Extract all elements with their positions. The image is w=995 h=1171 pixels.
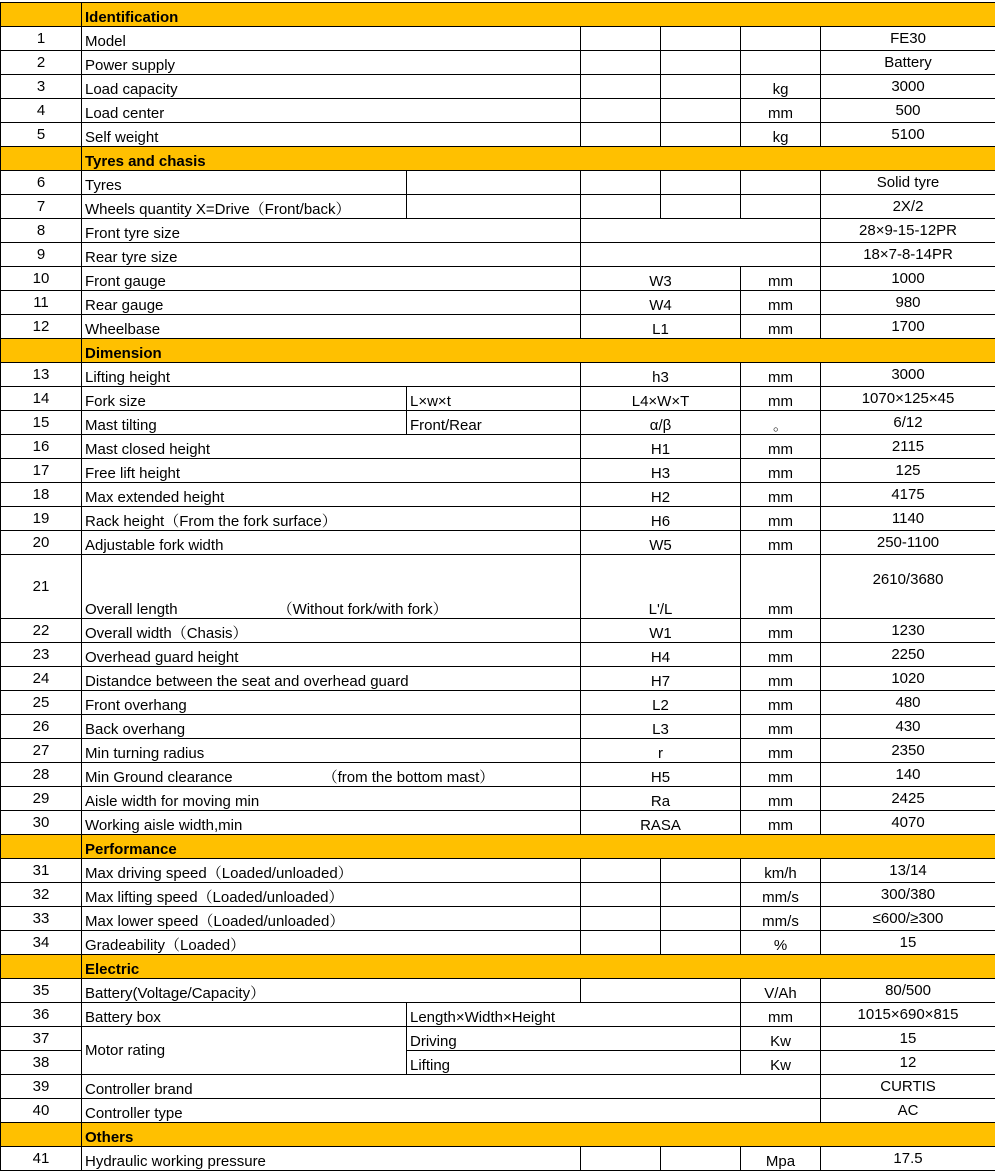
parameter-symbol: r — [581, 739, 741, 763]
table-row — [1, 315, 995, 339]
table-row — [1, 243, 995, 267]
parameter-value: 15 — [821, 931, 995, 955]
parameter-label: Min Ground clearance — [85, 769, 233, 786]
row-number: 37 — [1, 1027, 82, 1051]
table-row — [1, 1003, 995, 1027]
parameter-unit: mm — [741, 99, 821, 123]
table-row — [1, 787, 995, 811]
parameter-label: Controller brand — [82, 1075, 821, 1099]
row-number: 1 — [1, 27, 82, 51]
parameter-label: Rear tyre size — [82, 243, 581, 267]
parameter-value: 1070×125×45 — [821, 387, 995, 411]
parameter-value: 2250 — [821, 643, 995, 667]
section-performance — [1, 835, 995, 859]
parameter-label: Fork size — [82, 387, 407, 411]
table-row — [1, 531, 995, 555]
parameter-sub: Lifting — [407, 1051, 741, 1075]
parameter-value: Battery — [821, 51, 995, 75]
parameter-value: 1700 — [821, 315, 995, 339]
parameter-sub: Length×Width×Height — [407, 1003, 741, 1027]
parameter-unit: Kw — [741, 1027, 821, 1051]
parameter-symbol: L2 — [581, 691, 741, 715]
parameter-symbol: L3 — [581, 715, 741, 739]
table-row — [1, 507, 995, 531]
parameter-unit: % — [741, 931, 821, 955]
parameter-label: Power supply — [82, 51, 581, 75]
parameter-value: 2115 — [821, 435, 995, 459]
row-number: 19 — [1, 507, 82, 531]
parameter-sub: Driving — [407, 1027, 741, 1051]
parameter-symbol: W1 — [581, 619, 741, 643]
parameter-value: 430 — [821, 715, 995, 739]
parameter-label: Max lower speed（Loaded/unloaded） — [82, 907, 581, 931]
parameter-value: CURTIS — [821, 1075, 995, 1099]
table-row — [1, 123, 995, 147]
parameter-label: Adjustable fork width — [82, 531, 581, 555]
row-number: 32 — [1, 883, 82, 907]
section-dimension — [1, 339, 995, 363]
parameter-unit: mm — [741, 739, 821, 763]
row-number: 24 — [1, 667, 82, 691]
table-row — [1, 931, 995, 955]
parameter-symbol: H1 — [581, 435, 741, 459]
parameter-label: Controller type — [82, 1099, 821, 1123]
parameter-label: Load capacity — [82, 75, 581, 99]
parameter-label: Battery box — [82, 1003, 407, 1027]
parameter-label: Free lift height — [82, 459, 581, 483]
table-row — [1, 1027, 995, 1051]
parameter-label: Mast tilting — [82, 411, 407, 435]
parameter-value: 6/12 — [821, 411, 995, 435]
section-others — [1, 1123, 995, 1147]
parameter-value: Solid tyre — [821, 171, 995, 195]
parameter-label: Distandce between the seat and overhead guard — [82, 667, 581, 691]
parameter-label: Front overhang — [82, 691, 581, 715]
table-row — [1, 1075, 995, 1099]
parameter-label: Wheels quantity X=Drive（Front/back） — [82, 195, 407, 219]
table-row — [1, 555, 995, 619]
table-row — [1, 883, 995, 907]
table-row — [1, 979, 995, 1003]
section-title: Tyres and chasis — [82, 147, 995, 171]
row-number: 25 — [1, 691, 82, 715]
row-number: 28 — [1, 763, 82, 787]
parameter-unit: mm — [741, 291, 821, 315]
parameter-value: 12 — [821, 1051, 995, 1075]
table-row — [1, 859, 995, 883]
parameter-label: Battery(Voltage/Capacity） — [82, 979, 581, 1003]
row-number: 14 — [1, 387, 82, 411]
row-number: 27 — [1, 739, 82, 763]
table-row — [1, 387, 995, 411]
parameter-value: ≤600/≥300 — [821, 907, 995, 931]
table-row — [1, 195, 995, 219]
parameter-value: 28×9-15-12PR — [821, 219, 995, 243]
parameter-symbol: α/β — [581, 411, 741, 435]
parameter-unit: km/h — [741, 859, 821, 883]
row-number: 5 — [1, 123, 82, 147]
section-electric — [1, 955, 995, 979]
parameter-value: 1015×690×815 — [821, 1003, 995, 1027]
parameter-unit: mm — [741, 387, 821, 411]
table-row — [1, 51, 995, 75]
parameter-label: Rack height（From the fork surface） — [82, 507, 581, 531]
parameter-label: Overall length — [85, 601, 178, 618]
parameter-unit: mm — [741, 483, 821, 507]
parameter-value: 1020 — [821, 667, 995, 691]
parameter-label: Front tyre size — [82, 219, 581, 243]
section-tyres-chasis — [1, 147, 995, 171]
parameter-value: 140 — [821, 763, 995, 787]
row-number: 7 — [1, 195, 82, 219]
parameter-value: 1230 — [821, 619, 995, 643]
parameter-symbol: W3 — [581, 267, 741, 291]
parameter-unit: mm — [741, 715, 821, 739]
parameter-label: Gradeability（Loaded） — [82, 931, 581, 955]
parameter-unit: kg — [741, 123, 821, 147]
parameter-unit: mm — [741, 507, 821, 531]
parameter-unit: mm/s — [741, 907, 821, 931]
parameter-unit: V/Ah — [741, 979, 821, 1003]
parameter-value: 15 — [821, 1027, 995, 1051]
parameter-symbol: H6 — [581, 507, 741, 531]
parameter-label: Mast closed height — [82, 435, 581, 459]
table-row — [1, 1099, 995, 1123]
parameter-value: 4175 — [821, 483, 995, 507]
table-row — [1, 435, 995, 459]
parameter-label: Front gauge — [82, 267, 581, 291]
parameter-symbol: L4×W×T — [581, 387, 741, 411]
parameter-unit: mm — [741, 459, 821, 483]
parameter-value: 2350 — [821, 739, 995, 763]
parameter-unit: mm — [741, 691, 821, 715]
parameter-sub: L×w×t — [407, 387, 581, 411]
row-number: 38 — [1, 1051, 82, 1075]
row-number: 26 — [1, 715, 82, 739]
table-row — [1, 459, 995, 483]
parameter-label: Tyres — [82, 171, 407, 195]
row-number: 31 — [1, 859, 82, 883]
table-row — [1, 411, 995, 435]
row-number: 30 — [1, 811, 82, 835]
parameter-unit: mm — [741, 811, 821, 835]
table-row — [1, 99, 995, 123]
parameter-label: Overall width（Chasis） — [82, 619, 581, 643]
parameter-label: Wheelbase — [82, 315, 581, 339]
row-number: 21 — [1, 555, 82, 619]
row-number: 40 — [1, 1099, 82, 1123]
table-row — [1, 267, 995, 291]
parameter-value: 500 — [821, 99, 995, 123]
table-row — [1, 171, 995, 195]
table-row — [1, 739, 995, 763]
table-row — [1, 667, 995, 691]
parameter-symbol: RASA — [581, 811, 741, 835]
row-number: 18 — [1, 483, 82, 507]
parameter-unit: kg — [741, 75, 821, 99]
row-number: 22 — [1, 619, 82, 643]
parameter-value: FE30 — [821, 27, 995, 51]
parameter-value: 125 — [821, 459, 995, 483]
section-identification — [1, 3, 995, 27]
parameter-unit: Kw — [741, 1051, 821, 1075]
parameter-label: Load center — [82, 99, 581, 123]
parameter-unit: mm — [741, 667, 821, 691]
parameter-label: Motor rating — [82, 1027, 407, 1075]
parameter-label: Max driving speed（Loaded/unloaded） — [82, 859, 581, 883]
table-row — [1, 75, 995, 99]
parameter-symbol: H4 — [581, 643, 741, 667]
row-number: 39 — [1, 1075, 82, 1099]
parameter-value: 80/500 — [821, 979, 995, 1003]
row-number: 10 — [1, 267, 82, 291]
table-row — [1, 619, 995, 643]
row-number: 23 — [1, 643, 82, 667]
section-title: Electric — [82, 955, 995, 979]
row-number: 17 — [1, 459, 82, 483]
parameter-label: Back overhang — [82, 715, 581, 739]
parameter-symbol: L'/L — [581, 555, 741, 619]
parameter-unit: Mpa — [741, 1147, 821, 1171]
row-number: 15 — [1, 411, 82, 435]
table-row — [1, 363, 995, 387]
parameter-symbol: W5 — [581, 531, 741, 555]
parameter-symbol: H2 — [581, 483, 741, 507]
parameter-label: Min turning radius — [82, 739, 581, 763]
table-row — [1, 715, 995, 739]
row-number: 41 — [1, 1147, 82, 1171]
parameter-label: Max lifting speed（Loaded/unloaded） — [82, 883, 581, 907]
parameter-label-cell — [82, 555, 581, 619]
parameter-unit: 。 — [741, 411, 821, 435]
table-row — [1, 27, 995, 51]
table-row — [1, 763, 995, 787]
parameter-unit: mm — [741, 531, 821, 555]
parameter-value: 13/14 — [821, 859, 995, 883]
table-row — [1, 643, 995, 667]
parameter-value: 1140 — [821, 507, 995, 531]
parameter-unit: mm/s — [741, 883, 821, 907]
parameter-label: Aisle width for moving min — [82, 787, 581, 811]
table-row — [1, 219, 995, 243]
parameter-unit: mm — [741, 435, 821, 459]
parameter-value: 2425 — [821, 787, 995, 811]
parameter-unit: mm — [741, 763, 821, 787]
parameter-unit: mm — [741, 267, 821, 291]
parameter-symbol: W4 — [581, 291, 741, 315]
parameter-value: 4070 — [821, 811, 995, 835]
parameter-label: Lifting height — [82, 363, 581, 387]
parameter-label: Rear gauge — [82, 291, 581, 315]
row-number: 16 — [1, 435, 82, 459]
parameter-value: 250-1100 — [821, 531, 995, 555]
parameter-label: Model — [82, 27, 581, 51]
parameter-label: Max extended height — [82, 483, 581, 507]
section-title: Performance — [82, 835, 995, 859]
row-number: 4 — [1, 99, 82, 123]
parameter-unit: mm — [741, 1003, 821, 1027]
parameter-unit: mm — [741, 787, 821, 811]
row-number: 13 — [1, 363, 82, 387]
parameter-label: Hydraulic working pressure — [82, 1147, 581, 1171]
parameter-value: 300/380 — [821, 883, 995, 907]
row-number: 9 — [1, 243, 82, 267]
parameter-sub: Front/Rear — [407, 411, 581, 435]
parameter-unit: mm — [741, 555, 821, 619]
row-number: 11 — [1, 291, 82, 315]
parameter-value: 2610/3680 — [821, 555, 995, 619]
row-number: 3 — [1, 75, 82, 99]
parameter-value: 17.5 — [821, 1147, 995, 1171]
parameter-unit: mm — [741, 643, 821, 667]
parameter-value: AC — [821, 1099, 995, 1123]
section-title: Others — [82, 1123, 995, 1147]
parameter-label: Overhead guard height — [82, 643, 581, 667]
parameter-value: 3000 — [821, 363, 995, 387]
table-row — [1, 1147, 995, 1171]
parameter-unit: mm — [741, 315, 821, 339]
row-number: 20 — [1, 531, 82, 555]
parameter-symbol: H5 — [581, 763, 741, 787]
row-number: 29 — [1, 787, 82, 811]
parameter-unit: mm — [741, 363, 821, 387]
parameter-note: （Without fork/with fork） — [278, 601, 448, 618]
row-number: 36 — [1, 1003, 82, 1027]
row-number: 33 — [1, 907, 82, 931]
row-number: 12 — [1, 315, 82, 339]
parameter-note: （from the bottom mast） — [323, 769, 495, 786]
parameter-value: 18×7-8-14PR — [821, 243, 995, 267]
parameter-value: 1000 — [821, 267, 995, 291]
row-number: 2 — [1, 51, 82, 75]
table-row — [1, 483, 995, 507]
table-row — [1, 291, 995, 315]
table-row — [1, 811, 995, 835]
parameter-value: 3000 — [821, 75, 995, 99]
parameter-symbol: H7 — [581, 667, 741, 691]
table-row — [1, 907, 995, 931]
parameter-symbol: L1 — [581, 315, 741, 339]
table-row — [1, 691, 995, 715]
row-number: 34 — [1, 931, 82, 955]
parameter-value: 5100 — [821, 123, 995, 147]
parameter-label: Self weight — [82, 123, 581, 147]
row-number: 6 — [1, 171, 82, 195]
parameter-symbol: Ra — [581, 787, 741, 811]
row-number: 8 — [1, 219, 82, 243]
parameter-label-cell — [82, 763, 581, 787]
parameter-value: 980 — [821, 291, 995, 315]
parameter-value: 480 — [821, 691, 995, 715]
section-title: Dimension — [82, 339, 995, 363]
parameter-label: Working aisle width,min — [82, 811, 581, 835]
spec-table — [0, 2, 995, 1171]
parameter-unit: mm — [741, 619, 821, 643]
parameter-symbol: H3 — [581, 459, 741, 483]
parameter-value: 2X/2 — [821, 195, 995, 219]
row-number: 35 — [1, 979, 82, 1003]
parameter-symbol: h3 — [581, 363, 741, 387]
section-title: Identification — [82, 3, 995, 27]
